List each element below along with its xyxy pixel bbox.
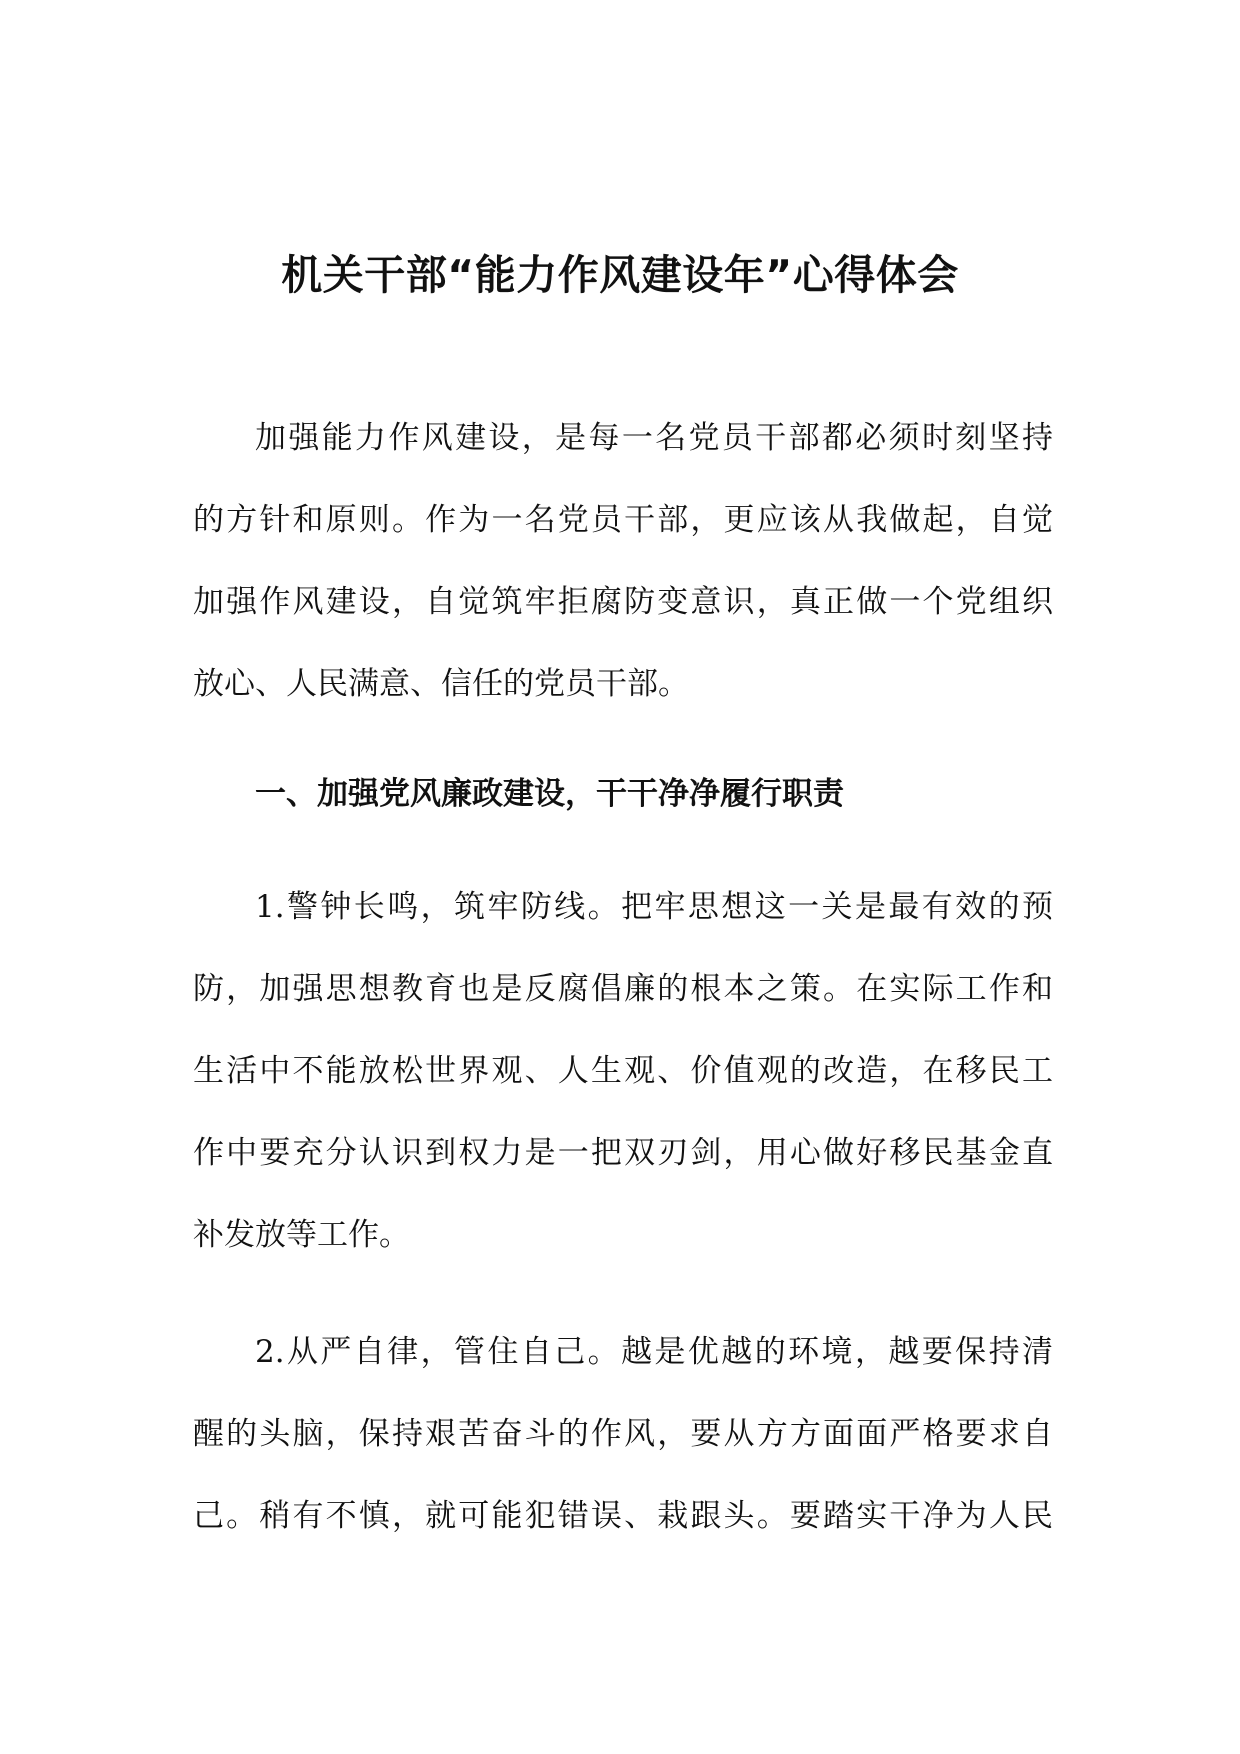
item-2-line: 醒的头脑，保持艰苦奋斗的作风，要从方方面面严格要求自: [193, 1416, 1053, 1452]
item-2-line: 己。稍有不慎，就可能犯错误、栽跟头。要踏实干净为人民: [193, 1498, 1053, 1534]
item-1-line: 生活中不能放松世界观、人生观、价值观的改造，在移民工: [193, 1053, 1053, 1089]
item-1-line: 防，加强思想教育也是反腐倡廉的根本之策。在实际工作和: [193, 971, 1053, 1007]
intro-line: 加强作风建设，自觉筑牢拒腐防变意识，真正做一个党组织: [193, 584, 1053, 620]
item-1-line: 作中要充分认识到权力是一把双刃剑，用心做好移民基金直: [193, 1135, 1053, 1171]
item-1-line: 补发放等工作。: [193, 1217, 410, 1253]
item-2-line: 2.从严自律，管住自己。越是优越的环境，越要保持清: [255, 1334, 1053, 1370]
intro-line: 的方针和原则。作为一名党员干部，更应该从我做起，自觉: [193, 502, 1053, 538]
intro-line: 加强能力作风建设，是每一名党员干部都必须时刻坚持: [255, 420, 1053, 456]
intro-line: 放心、人民满意、信任的党员干部。: [193, 666, 689, 702]
item-1-line: 1.警钟长鸣，筑牢防线。把牢思想这一关是最有效的预: [255, 889, 1053, 925]
section-heading: 一、加强党风廉政建设，干干净净履行职责: [255, 776, 844, 812]
document-title: 机关干部“能力作风建设年”心得体会: [281, 251, 959, 299]
